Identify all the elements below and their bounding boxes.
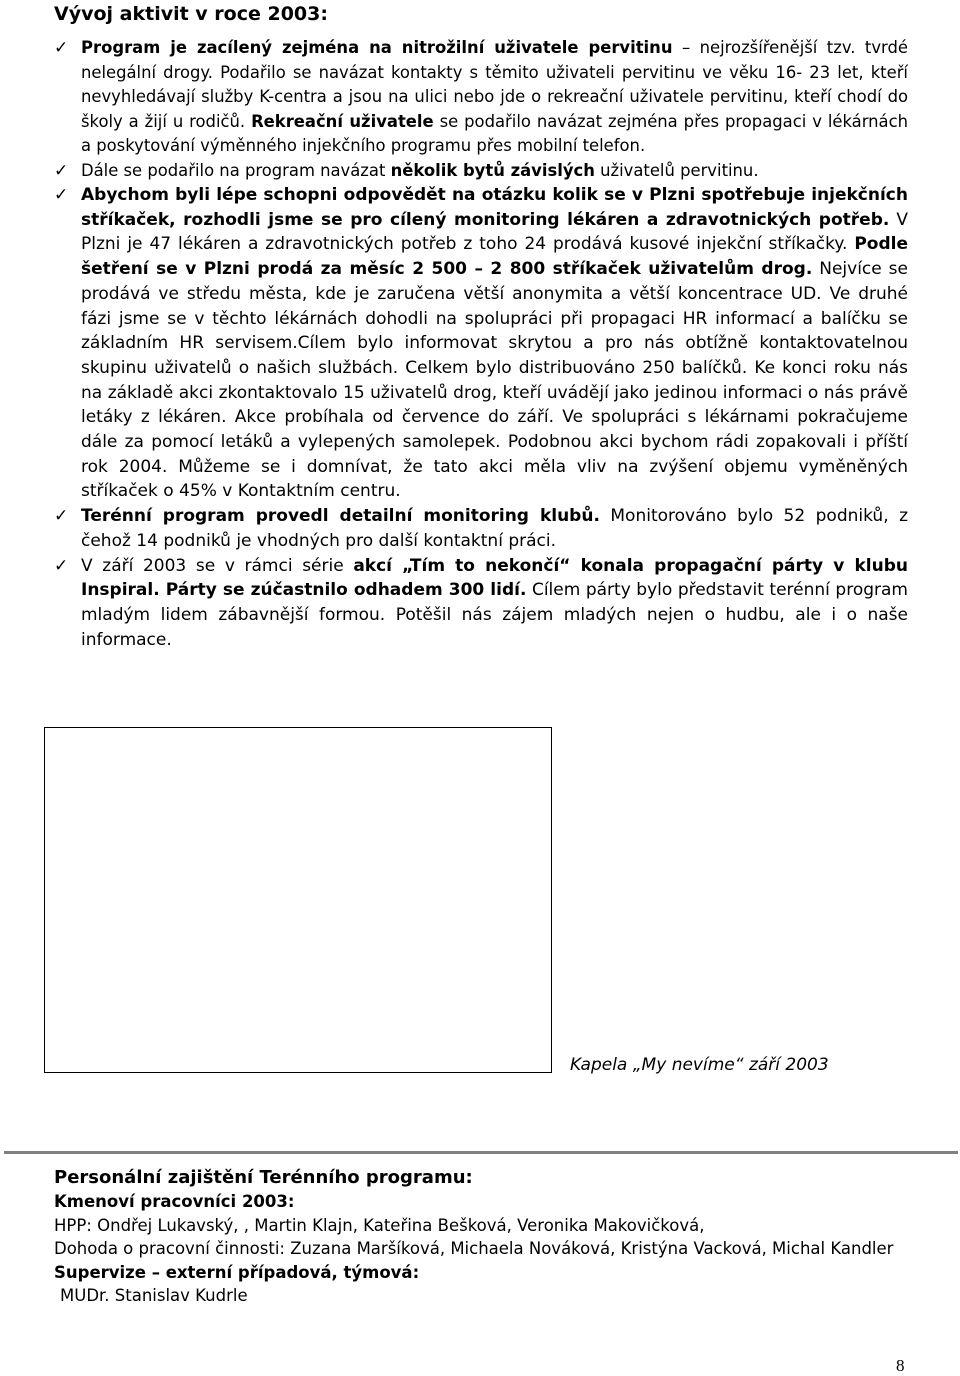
page-number: 8 <box>896 1356 905 1375</box>
list-item <box>54 183 908 504</box>
item-text-bold: Rekreační uživatele <box>251 111 434 131</box>
item-text: Dále se podařilo na program navázat <box>81 160 391 180</box>
item-text: Nejvíce se prodává ve středu města, kde je zaručena větší anonymita a větší koncentrace UD. Ve druhé fázi jsme se v těchto lékárnách dohodli na spolupráci při propagaci HR informací a balíčku se základním HR servisem.Cílem bylo informovat skrytou a pro nás obtížně kontaktovatelnou skupinu uživatelů o našich službách. Celkem bylo distribuováno 250 balíčků. Ke konci roku nás na základě akci zkontaktovalo 15 uživatelů drog, kteří uvádějí jako jedinou informaci o nás právě letáky z lékáren. Akce probíhala od července do září. Ve spolupráci s lékárnami pokračujeme dále za pomocí letáků a vylepených samolepek. Podobnou akci bychom rádi zopakovali i příští rok 2004. Můžeme se i domnívat, že tato akci měla vliv na zvýšení objemu vyměněných stříkaček o 45% v Kontaktním centru. <box>81 259 908 502</box>
list-item <box>54 36 908 159</box>
list-item <box>54 504 908 553</box>
supervision-title: Supervize – externí případová, týmová: <box>54 1262 420 1282</box>
item-text-bold: Terénní program provedl detailní monitoring klubů. <box>81 506 600 527</box>
item-text-bold: akcí „Tím to nekončí“ konala propagační párty v klubu Inspiral. Párty se zúčastnilo odhadem 300 lidí. <box>81 555 908 601</box>
item-text: se podařilo navázat zejména přes propagaci v lékárnách a poskytování výměnného injekčního programu přes mobilní telefon. <box>81 111 908 155</box>
photo-frame <box>44 727 552 1073</box>
check-icon: ✓ <box>54 38 69 58</box>
staffing-title: Personální zajištění Terénního programu: <box>54 1167 473 1188</box>
section-heading: Vývoj aktivit v roce 2003: <box>54 3 328 25</box>
item-text-bold: Abychom byli lépe schopni odpovědět na otázku kolik se v Plzni spotřebuje injekčních stříkaček, rozhodli jsme se pro cílený monitoring lékáren a zdravotnických potřeb. <box>81 185 908 230</box>
list-item <box>54 554 908 653</box>
dohoda-label: Dohoda o pracovní činnosti: <box>54 1239 285 1258</box>
check-icon: ✓ <box>54 185 69 205</box>
hpp-names: Ondřej Lukavský, , Martin Klajn, Kateřina Bešková, Veronika Makovičková, <box>91 1215 705 1235</box>
check-icon: ✓ <box>54 160 69 181</box>
list-item <box>54 159 908 184</box>
activity-list <box>54 36 908 652</box>
item-text-bold: Podle šetření se v Plzni prodá za měsíc 2 500 – 2 800 stříkaček uživatelům drog. <box>81 234 908 280</box>
item-text: Cílem párty bylo představit terénní program mladým lidem zábavnější formou. Potěšil nás zájem mladých nejen o hudbu, ale i o naše informace. <box>81 580 908 650</box>
staffing-section <box>54 1166 934 1308</box>
check-icon: ✓ <box>54 555 69 576</box>
item-text: V září 2003 se v rámci série <box>81 555 354 576</box>
item-text: – nejrozšířenější tzv. tvrdé nelegální drogy. Podařilo se navázat kontakty s těmito uživateli pervitinu ve věku 16- 23 let, kteří nevyhledávají služby K-centra a jsou na ulici nebo jde o rekreační uživatele pervitinu, kteří chodí do školy a žijí u rodičů. <box>81 38 908 131</box>
photo-caption: Kapela „My nevíme“ září 2003 <box>570 1055 829 1075</box>
hpp-label: HPP: <box>54 1215 92 1235</box>
item-text: Monitorováno bylo 52 podniků, z čehož 14 podniků je vhodných pro další kontaktní práci. <box>81 506 908 551</box>
item-text: uživatelů pervitinu. <box>594 160 759 180</box>
dohoda-names: Zuzana Maršíková, Michaela Nováková, Kristýna Vacková, Michal Kandler <box>284 1239 894 1258</box>
divider <box>4 1151 958 1154</box>
hpp-line <box>54 1214 934 1238</box>
item-text: V Plzni je 47 lékáren a zdravotnických potřeb z toho 24 prodává kusové injekční stříkačky. <box>81 209 908 255</box>
dohoda-line <box>54 1237 934 1261</box>
item-text-bold: Program je zacílený zejména na nitrožilní uživatele pervitinu <box>81 38 673 57</box>
check-icon: ✓ <box>54 506 69 527</box>
supervisor-name: MUDr. Stanislav Kudrle <box>60 1286 248 1305</box>
core-staff-title: Kmenoví pracovníci 2003: <box>54 1192 295 1211</box>
item-text-bold: několik bytů závislých <box>390 160 595 180</box>
